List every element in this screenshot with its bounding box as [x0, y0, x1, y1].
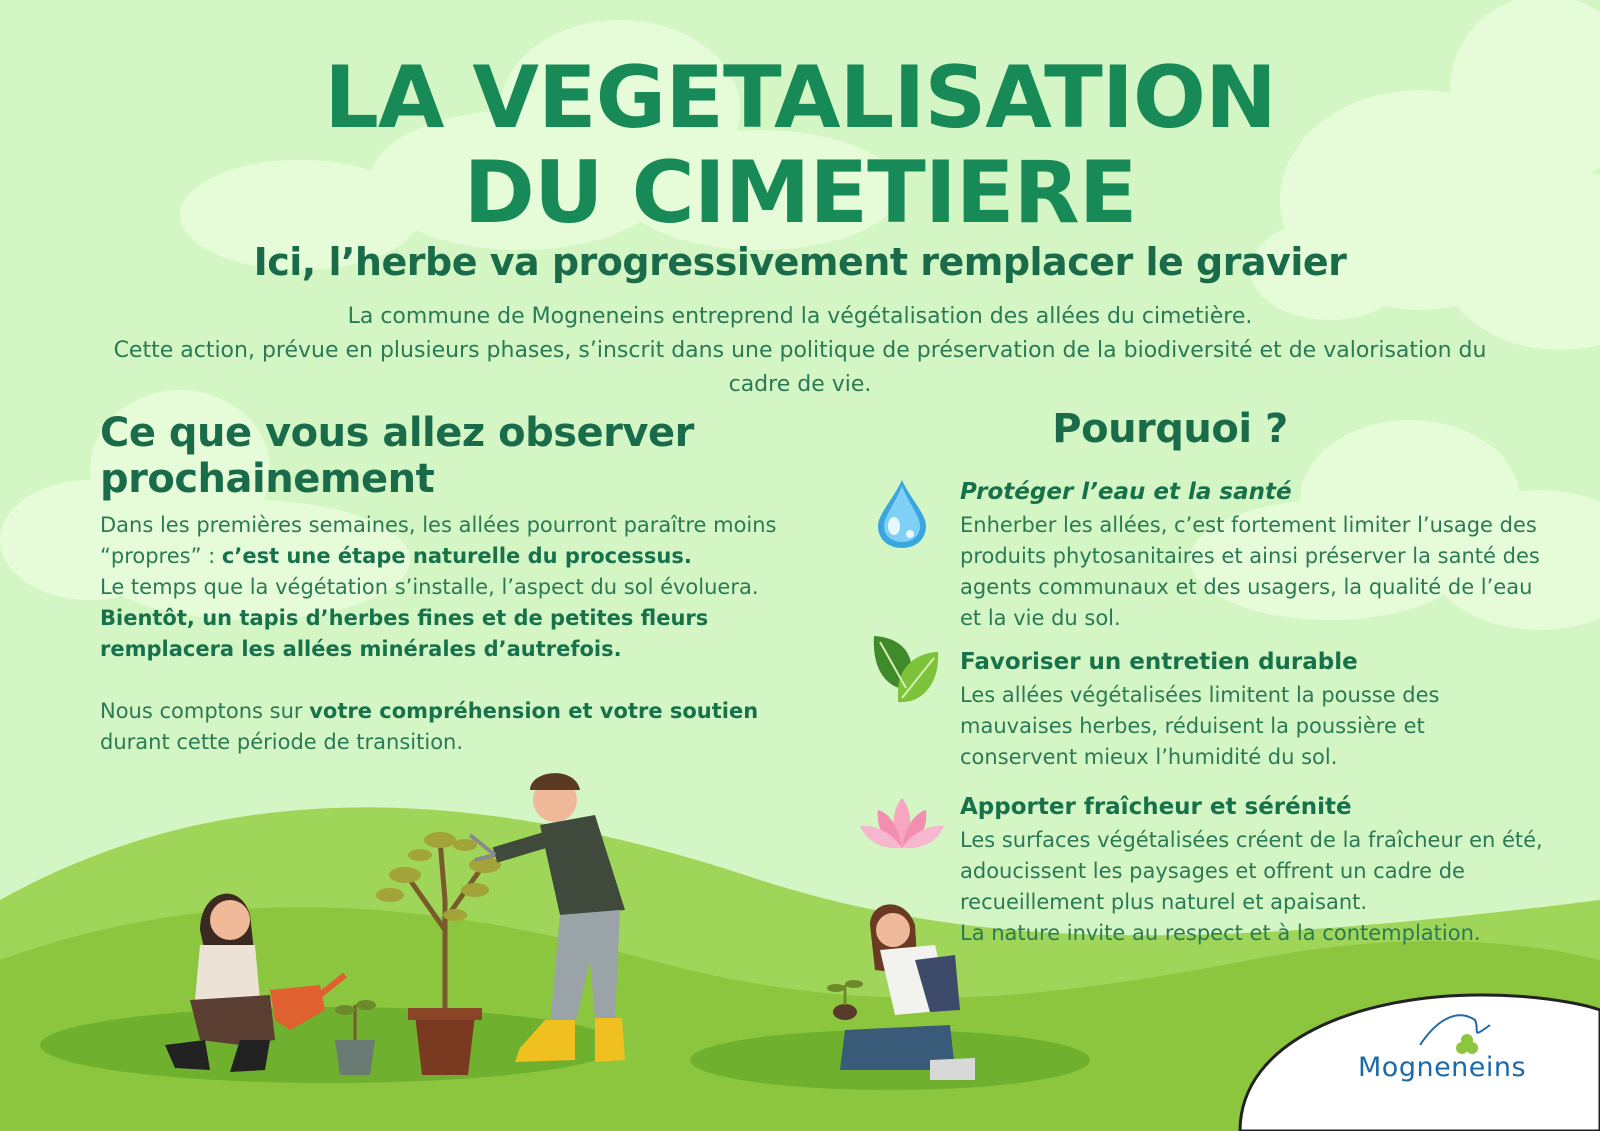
lotus-icon — [858, 796, 946, 852]
page-title-line2: DU CIMETIERE — [463, 143, 1137, 243]
observe-paragraph-1 — [100, 510, 815, 665]
why-item-3-body: Les surfaces végétalisées créent de la fraîcheur en été, adoucissent les paysages et offrent un cadre de recueillement plus naturel et apaisant. — [960, 828, 1543, 914]
water-drop-icon — [872, 478, 932, 550]
intro-text — [110, 300, 1490, 402]
small-pot — [335, 1040, 375, 1075]
observe-p1-b: c’est une étape naturelle du processus. — [221, 544, 692, 568]
why-item-3-body2: La nature invite au respect et à la contemplation. — [960, 921, 1481, 945]
why-item-1-title: Protéger l’eau et la santé — [960, 479, 1292, 505]
observe-p1-a: Dans les premières semaines, les allées pourront paraître moins “propres” : — [100, 513, 777, 568]
observe-paragraph-2 — [100, 696, 815, 758]
observe-p1-c: Le temps que la végétation s’installe, l’aspect du sol évoluera. — [100, 575, 759, 599]
observe-p2-b: votre compréhension et votre soutien — [309, 699, 759, 723]
why-item-2-body: Les allées végétalisées limitent la pousse des mauvaises herbes, réduisent la poussière et conservent mieux l’humidité du sol. — [960, 683, 1440, 769]
observe-heading: Ce que vous allez observer prochainement — [100, 410, 694, 502]
observe-p2-a: Nous comptons sur — [100, 699, 310, 723]
intro-line2: Cette action, prévue en plusieurs phases, s’inscrit dans une politique de préservation de la biodiversité et de valorisation du cadre de vie. — [113, 338, 1487, 397]
observe-p1-d: Bientôt, un tapis d’herbes fines et de petites fleurs remplacera les allées minérales d’autrefois. — [100, 606, 709, 661]
why-item-3-title: Apporter fraîcheur et sérénité — [960, 794, 1352, 820]
page-subtitle: Ici, l’herbe va progressivement remplacer le gravier — [253, 240, 1347, 284]
why-item-1-body: Enherber les allées, c’est fortement limiter l’usage des produits phytosanitaires et ainsi préserver la santé des agents communaux et des usagers, la qualité de l’eau et la vie du sol. — [960, 513, 1540, 630]
observe-text — [100, 510, 815, 758]
intro-line1: La commune de Mogneneins entreprend la végétalisation des allées du cimetière. — [347, 304, 1253, 329]
leaves-icon — [868, 632, 942, 712]
page-title-line1: LA VEGETALISATION — [324, 48, 1276, 148]
why-item-2-title: Favoriser un entretien durable — [960, 649, 1358, 675]
why-heading: Pourquoi ? — [1052, 406, 1288, 452]
why-item-3-body-wrap — [960, 825, 1560, 949]
logo-text: Mogneneins — [1358, 1052, 1527, 1083]
observe-p2-c: durant cette période de transition. — [100, 730, 464, 754]
